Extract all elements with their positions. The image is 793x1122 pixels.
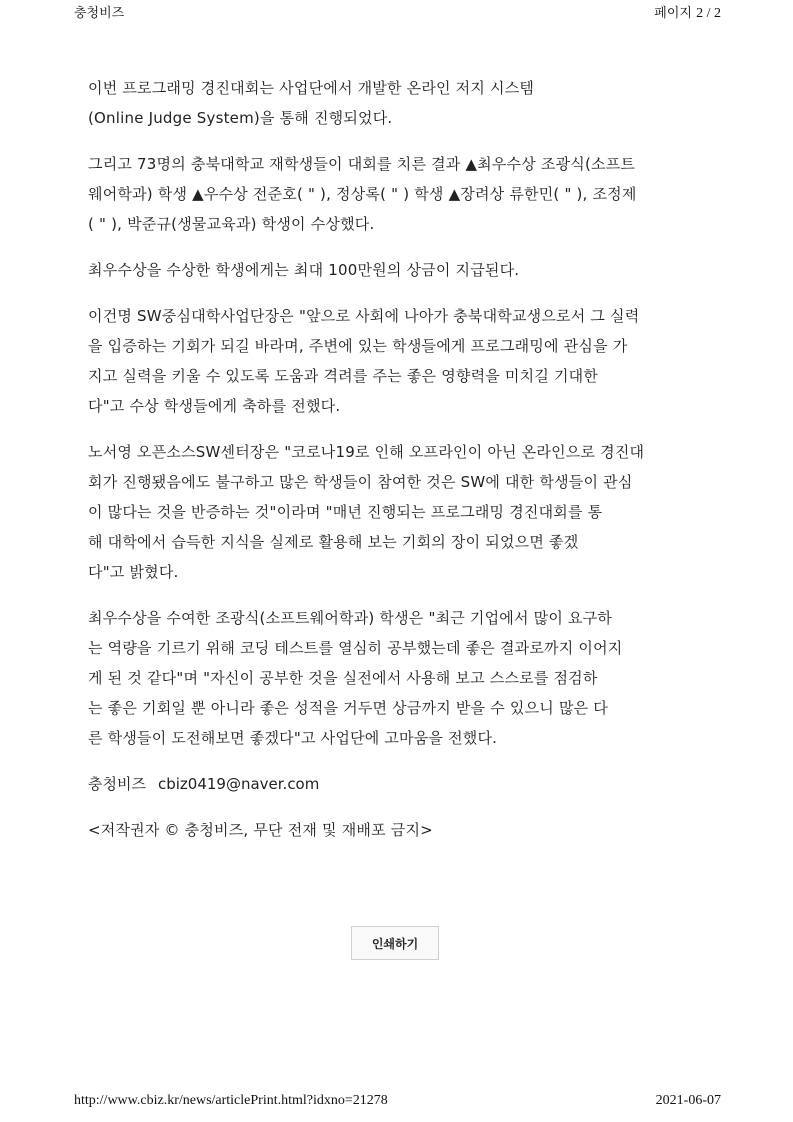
footer-date: 2021-06-07	[655, 1093, 721, 1108]
paragraph-line: 을 입증하는 기회가 되길 바라며, 주변에 있는 학생들에게 프로그래밍에 관심을 가	[88, 337, 628, 355]
page-number: 2 / 2	[696, 6, 721, 21]
article-paragraph-5	[88, 437, 728, 587]
paragraph-line: 는 좋은 기회일 뿐 아니라 좋은 성적을 거두면 상금까지 받을 수 있으니 많은 다	[88, 699, 608, 717]
paragraph-line: 그리고 73명의 충북대학교 재학생들이 대회를 치른 결과 ▲최우수상 조광식(소프트	[88, 155, 636, 173]
paragraph-line: 최우수상을 수상한 학생에게는 최대 100만원의 상금이 지급된다.	[88, 261, 520, 279]
print-button[interactable]: 인쇄하기	[351, 926, 439, 960]
paragraph-line: 지고 실력을 키울 수 있도록 도움과 격려를 주는 좋은 영향력을 미치길 기대한	[88, 367, 599, 385]
article-paragraph-3	[88, 255, 728, 285]
paragraph-line: 웨어학과) 학생 ▲우수상 전준호( " ), 정상록( " ) 학생 ▲장려상 류한민( " ), 조정제	[88, 185, 637, 203]
article-paragraph-1	[88, 73, 728, 133]
paragraph-line: 는 역량을 기르기 위해 코딩 테스트를 열심히 공부했는데 좋은 결과로까지 이어지	[88, 639, 623, 657]
paragraph-line: (Online Judge System)을 통해 진행되었다.	[88, 109, 393, 127]
paragraph-line: 해 대학에서 습득한 지식을 실제로 활용해 보는 기회의 장이 되었으면 좋겠	[88, 533, 579, 551]
paragraph-line: 노서영 오픈소스SW센터장은 "코로나19로 인해 오프라인이 아닌 온라인으로 경진대	[88, 443, 645, 461]
paragraph-line: 이번 프로그래밍 경진대회는 사업단에서 개발한 온라인 저지 시스템	[88, 79, 535, 97]
article-body	[88, 73, 728, 861]
header-site-name: 충청비즈	[74, 6, 125, 21]
paragraph-line: ( " ), 박준규(생물교육과) 학생이 수상했다.	[88, 215, 375, 233]
article-paragraph-4	[88, 301, 728, 421]
byline	[88, 769, 728, 799]
paragraph-line: 최우수상을 수여한 조광식(소프트웨어학과) 학생은 "최근 기업에서 많이 요구하	[88, 609, 613, 627]
byline-email: cbiz0419@naver.com	[157, 775, 320, 793]
article-paragraph-2	[88, 149, 728, 239]
paragraph-line: 회가 진행됐음에도 불구하고 많은 학생들이 참여한 것은 SW에 대한 학생들이 관심	[88, 473, 633, 491]
copyright-notice	[88, 815, 728, 845]
paragraph-line: 다"고 밝혔다.	[88, 563, 179, 581]
copyright-text: <저작권자 © 충청비즈, 무단 전재 및 재배포 금지>	[88, 821, 433, 839]
page-label: 페이지	[654, 6, 692, 21]
article-paragraph-6	[88, 603, 728, 753]
footer-url: http://www.cbiz.kr/news/articlePrint.html?idxno=21278	[74, 1093, 388, 1108]
byline-name: 충청비즈	[88, 775, 146, 793]
paragraph-line: 다"고 수상 학생들에게 축하를 전했다.	[88, 397, 341, 415]
paragraph-line: 이 많다는 것을 반증하는 것"이라며 "매년 진행되는 프로그래밍 경진대회를 통	[88, 503, 603, 521]
paragraph-line: 이건명 SW중심대학사업단장은 "앞으로 사회에 나아가 충북대학교생으로서 그 실력	[88, 307, 640, 325]
paragraph-line: 른 학생들이 도전해보면 좋겠다"고 사업단에 고마움을 전했다.	[88, 729, 498, 747]
paragraph-line: 게 된 것 같다"며 "자신이 공부한 것을 실전에서 사용해 보고 스스로를 점검하	[88, 669, 598, 687]
header-page-indicator	[654, 2, 721, 22]
